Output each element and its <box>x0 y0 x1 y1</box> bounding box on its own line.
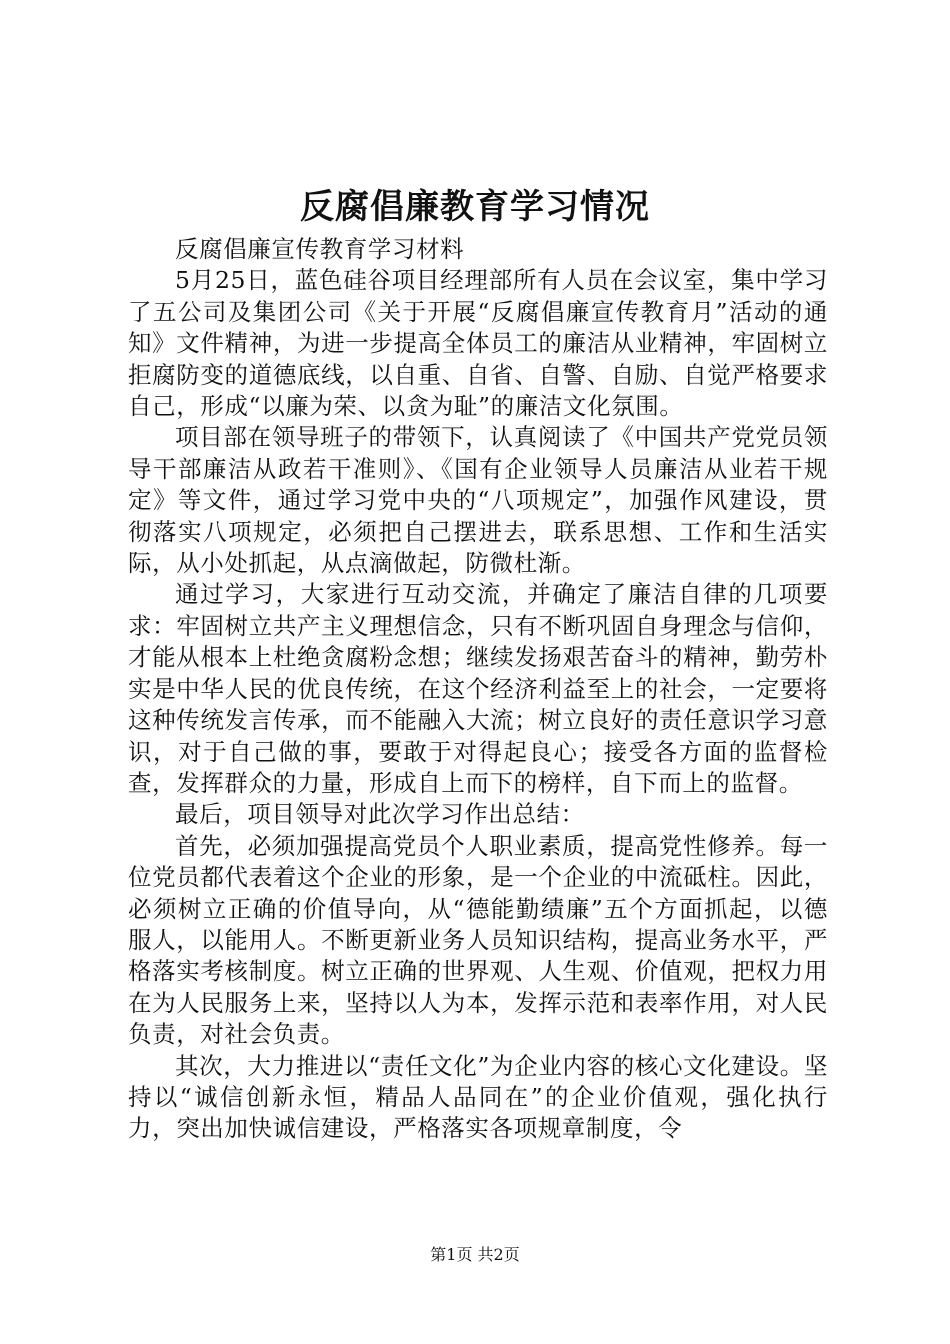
paragraph: 通过学习，大家进行互动交流，并确定了廉洁自律的几项要求：牢固树立共产主义理想信念，只有不断巩固自身理念与信仰，才能从根本上杜绝贪腐粉念想；继续发扬艰苦奋斗的精神，勤劳朴实是中华人民的优良传统，在这个经济利益至上的社会，一定要将这种传统发言传承，而不能融入大流；树立良好的责任意识学习意识，对于自己做的事，要敢于对得起良心；接受各方面的监督检查，发挥群众的力量，形成自上而下的榜样，自下而上的监督。 <box>128 580 828 797</box>
paragraph: 其次，大力推进以“责任文化”为企业内容的核心文化建设。坚持以“诚信创新永恒，精品人品同在”的企业价值观，强化执行力，突出加快诚信建设，严格落实各项规章制度，令 <box>128 1051 828 1143</box>
page-number-footer: 第1页 共2页 <box>430 1245 520 1264</box>
paragraph: 首先，必须加强提高党员个人职业素质，提高党性修养。每一位党员都代表着这个企业的形象，是一个企业的中流砥柱。因此，必须树立正确的价值导向，从“德能勤绩廉”五个方面抓起，以德服人，以能用人。不断更新业务人员知识结构，提高业务水平，严格落实考核制度。树立正确的世界观、人生观、价值观，把权力用在为人民服务上来，坚持以人为本，发挥示范和表率作用，对人民负责，对社会负责。 <box>128 831 828 1049</box>
paragraph-subtitle: 反腐倡廉宣传教育学习材料 <box>175 235 465 263</box>
document-body <box>128 234 828 1145</box>
paragraph: 项目部在领导班子的带领下，认真阅读了《中国共产党党员领导干部廉洁从政若干准则》、《国有企业领导人员廉洁从业若干规定》等文件，通过学习党中央的“八项规定”，加强作风建设，贯彻落实八项规定，必须把自己摆进去，联系思想、工作和生活实际，从小处抓起，从点滴做起，防微杜渐。 <box>128 423 828 578</box>
document-title: 反腐倡廉教育学习情况 <box>300 187 650 227</box>
paragraph: 5月25日，蓝色硅谷项目经理部所有人员在会议室，集中学习了五公司及集团公司《关于开展“反腐倡廉宣传教育月”活动的通知》文件精神，为进一步提高全体员工的廉洁从业精神，牢固树立拒腐防变的道德底线，以自重、自省、自警、自励、自觉严格要求自己，形成“以廉为荣、以贪为耻”的廉洁文化氛围。 <box>128 266 828 421</box>
paragraph: 最后，项目领导对此次学习作出总结： <box>175 800 585 829</box>
